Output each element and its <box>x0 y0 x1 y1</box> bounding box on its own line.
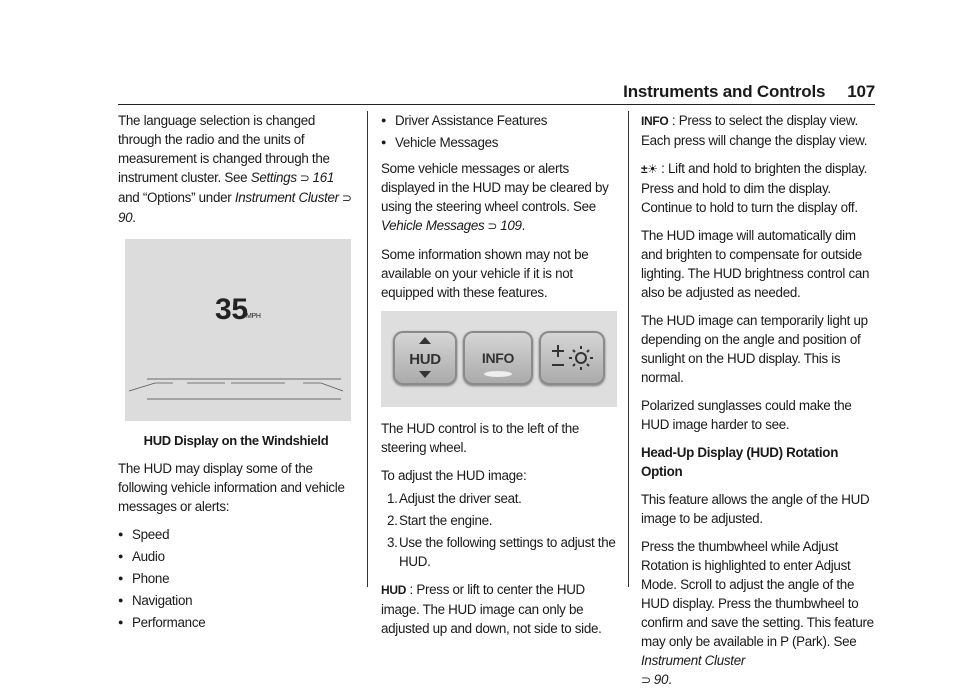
display-items-list-continued <box>381 111 617 152</box>
list-item: 1. Adjust the driver seat. <box>387 491 522 506</box>
column-2 <box>381 111 617 647</box>
paragraph: Polarized sunglasses could make the HUD image harder to see. <box>641 398 852 432</box>
figure-caption: HUD Display on the Windshield <box>143 433 329 448</box>
svg-text:INFO: INFO <box>481 350 515 366</box>
paragraph: ±☀ : Lift and hold to brighten the display. Press and hold to dim the display. Continue to hold to turn the display off. <box>641 161 868 215</box>
hud-button-illustration <box>393 331 457 385</box>
ref-arrow-icon: ⊃ <box>641 673 654 687</box>
info-icon <box>463 331 533 385</box>
list-lead: The HUD may display some of the following vehicle information and vehicle messages or alerts: <box>118 461 345 514</box>
list-item: ● Vehicle Messages <box>381 133 617 152</box>
list-item: 2. Start the engine. <box>387 513 493 528</box>
hud-speed-unit: MPH <box>246 313 261 320</box>
subheading: Head-Up Display (HUD) Rotation Option <box>641 445 839 479</box>
cross-reference[interactable]: Instrument Cluster <box>641 653 745 668</box>
ref-page[interactable]: 90 <box>118 210 133 225</box>
list-item: ● Phone <box>118 569 354 588</box>
paragraph: Some information shown may not be available on your vehicle if it is not equipped with these features. <box>381 247 589 300</box>
cross-reference[interactable]: Vehicle Messages <box>381 218 485 233</box>
brightness-symbol-icon: ±☀ <box>641 162 658 176</box>
column-divider <box>367 111 368 587</box>
list-item: ● Performance <box>118 613 354 632</box>
running-header <box>623 82 875 102</box>
info-symbol-icon: INFO <box>641 114 669 128</box>
hud-icon <box>393 331 457 385</box>
section-title: Instruments and Controls <box>623 82 826 101</box>
paragraph: INFO : Press to select the display view. Each press will change the display view. <box>641 113 868 148</box>
cross-reference[interactable]: Settings <box>250 170 297 185</box>
brightness-button-illustration <box>539 331 605 385</box>
hud-control-figure <box>381 311 617 407</box>
paragraph: HUD : Press or lift to center the HUD image. The HUD image can only be adjusted up and down, not side to side. <box>381 582 602 636</box>
paragraph: The HUD image will automatically dim and brighten to compensate for outside lighting. The HUD brightness control can also be adjusted as needed. <box>641 228 870 300</box>
hud-symbol-icon: HUD <box>381 583 407 597</box>
paragraph: The HUD image can temporarily light up depending on the angle and position of sunlight on the HUD display. This is normal. <box>641 313 868 385</box>
list-item: ● Audio <box>118 547 354 566</box>
ref-arrow-icon: ⊃ <box>338 191 352 205</box>
list-item: 3. Use the following settings to adjust the HUD. <box>387 535 616 569</box>
list-item: ● Navigation <box>118 591 354 610</box>
svg-text:HUD: HUD <box>409 351 441 368</box>
list-item: ● Driver Assistance Features <box>381 111 617 130</box>
ref-page[interactable]: 161 <box>312 170 334 185</box>
windshield-illustration <box>125 239 351 421</box>
ref-page[interactable]: 90 <box>653 672 669 687</box>
paragraph: Press the thumbwheel while Adjust Rotation is highlighted to enter Adjust Mode. Scroll to adjust the angle of the HUD display. Press the thumbwheel to confirm and save the setting. This feature may only be available in P (Park). See Instrument Cluster ⊃ 90. <box>641 539 874 687</box>
ref-arrow-icon: ⊃ <box>296 171 313 185</box>
page-number: 107 <box>847 82 875 101</box>
display-items-list <box>118 525 354 632</box>
list-item: ● Speed <box>118 525 354 544</box>
brightness-icon <box>539 331 605 385</box>
hud-display-figure <box>125 239 351 421</box>
column-3 <box>641 111 877 699</box>
cross-reference[interactable]: Instrument Cluster <box>234 190 339 205</box>
intro-paragraph: The language selection is changed through the radio and the units of measurement is changed through the instrument cluster. See Settings ⊃ 161 and “Options” under Instrument Cluster ⊃ 90. <box>118 113 352 225</box>
ref-arrow-icon: ⊃ <box>484 219 501 233</box>
column-divider <box>628 111 629 587</box>
paragraph: The HUD control is to the left of the steering wheel. <box>381 421 580 455</box>
paragraph: To adjust the HUD image: <box>381 468 527 483</box>
paragraph: This feature allows the angle of the HUD image to be adjusted. <box>641 492 870 526</box>
hud-speed: 35 <box>215 293 248 326</box>
adjust-steps-list <box>381 489 617 571</box>
header-rule <box>118 104 875 105</box>
info-button-illustration <box>463 331 533 385</box>
paragraph: Some vehicle messages or alerts displayed in the HUD may be cleared by using the steering wheel controls. See Vehicle Messages ⊃ 109. <box>381 161 609 233</box>
ref-page[interactable]: 109 <box>500 218 522 233</box>
column-1 <box>118 111 354 635</box>
